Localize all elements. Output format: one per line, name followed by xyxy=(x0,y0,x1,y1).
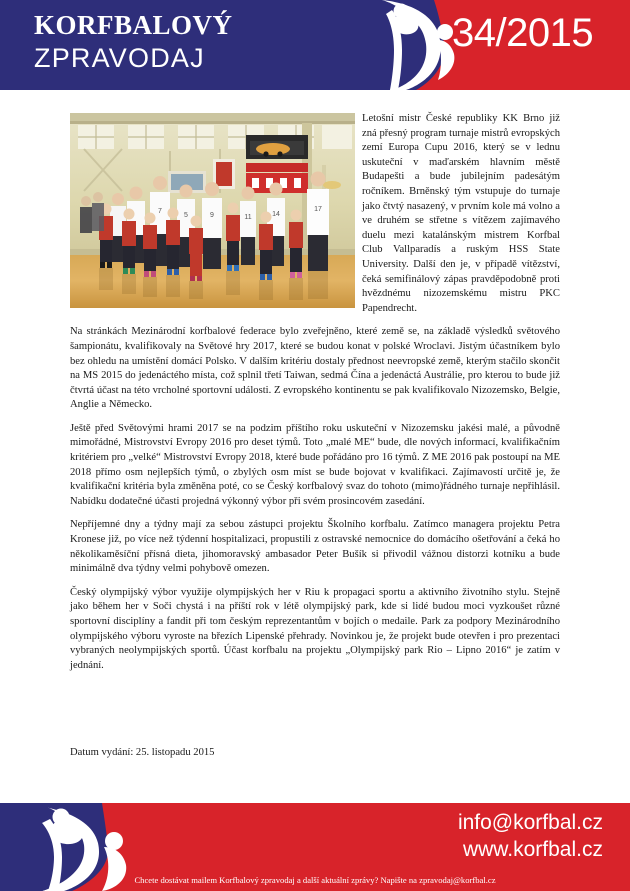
footer-subscribe-note: Chcete dostávat mailem Korfbalový zpravodaj a další aktuální zprávy? Napište na zpravodaj@korfbal.cz xyxy=(134,875,496,885)
footer-email[interactable]: info@korfbal.cz xyxy=(457,811,603,834)
article-paragraph-3: Ještě před Světovými hrami 2017 se na podzim příštího roku uskuteční v Nizozemsku jakési malé, a původně mimořádné, Mistrovství Evropy 2016 pro deset týmů. Toto „malé ME“ bude, dle nových informací, kvalifikačním kritériem pro „velké“ Mistrovství Evropy 2018, které bude pořádáno pro 16 týmů. Z ME 2016 pak postoupí na ME 2018 přímo osm nejlepších týmů, o zbylých osm míst se bude bojovat v kvalifikaci. Zajímavostí určitě je, že kvalifikační kritéria byla změněna poté, co se Český korfbalový svaz do tohoto (mimo)řádného turnaje nepřihlásil. Nabídku dodatečné účasti projedná výkonný výbor při svém prosincovém zasedání. xyxy=(70,422,560,507)
masthead-line-2: ZPRAVODAJ xyxy=(34,43,205,73)
footer-website[interactable]: www.korfbal.cz xyxy=(462,838,603,861)
article-paragraph-1: Letošní mistr České republiky KK Brno již zná přesný program turnaje mistrů evropských zemí Europa Cupu 2016, který se v lednu uskuteční v maďarském hlavním městě Budapešti a bude jubilejním padesátým ročníkem. Brněnský tým vstupuje do turnaje jako čtvtý nasazený, v prvním kole má volno a ve druhém se střetne s vítězem zajímavého duelu mezi katalánským mistrem Korfbal Club Vallparadís a ruským HSS State University. Další den je, v případě vítězství, čeká semifinálový zápas pravděpodobně proti hvězdnému nizozemskému mistru PKC Papendrecht. xyxy=(362,113,560,314)
article-paragraph-2: Na stránkách Mezinárodní korfbalové federace bylo zveřejněno, které země se, na základě výsledků světového šampionátu, kvalifikovaly na Světové hry 2017, které se budou konat v polské Wroclavi. Jistým účastníkem bylo bez ohledu na umístění domácí Polsko. V dalším kritériu dostaly přednost neevropské země, kterým stačilo skončit na MS 2015 do jedenáctého místa, což splnil třetí Taiwan, sedmá Čína a jedenáctá Austrálie, pro kterou to bude již čtvrtá účast na této vrcholné sportovní události. Z evropského kontinentu se pak kvalifikovalo Nizozemsko, Belgie, Anglie a Německo. xyxy=(70,326,560,411)
svg-text:14: 14 xyxy=(272,211,280,218)
svg-text:7: 7 xyxy=(158,208,162,215)
publication-date: Datum vydání: 25. listopadu 2015 xyxy=(70,747,215,758)
masthead-line-1: KORFBALOVÝ xyxy=(34,10,233,40)
svg-text:11: 11 xyxy=(244,214,252,221)
photo-float-spacer xyxy=(70,112,362,312)
article-paragraph-5: Český olympijský výbor využije olympijských her v Riu k propagaci sportu a aktivního životního stylu. Stejně jako během her v Soči chystá i na příští rok v létě olympijský park, kde si lidé budou moci vyzkoušet různé sportovní disciplíny a fandit při tom českým reprezentantům v bojích o medaile. Park za podpory Mezinárodního olympijského výboru vyroste na březích Lipenské přehrady. Novinkou je, že projekt bude otevřen i pro prezentaci vybraných neolympijských sportů. Účast korfbalu na projektu „Olympijský park Rio – Lipno 2016“ je zatím v jednání. xyxy=(70,586,560,671)
masthead-title xyxy=(34,9,233,75)
svg-text:17: 17 xyxy=(314,206,322,213)
page-footer xyxy=(0,803,630,891)
article-body xyxy=(70,112,560,682)
page-header xyxy=(0,0,630,90)
issue-number: 34/2015 xyxy=(452,11,594,55)
footer-contact-block xyxy=(458,809,603,863)
svg-text:9: 9 xyxy=(210,212,214,219)
article-paragraph-4: Nepříjemné dny a týdny mají za sebou zástupci projektu Školního korfbalu. Zatímco managera projektu Petra Kronese již, po více než týdenní hospitalizaci, propustili z ostravské nemocnice do domácího ošetřování a čeká ho několikaměsíční přísná dieta, jihomoravský ambasador Peter Bušík si přivodil vážnou distorzi kotníku a bude minimálně dva týdny velmi pohybově omezen. xyxy=(70,519,560,575)
svg-text:5: 5 xyxy=(184,212,188,219)
page-body xyxy=(0,90,630,803)
